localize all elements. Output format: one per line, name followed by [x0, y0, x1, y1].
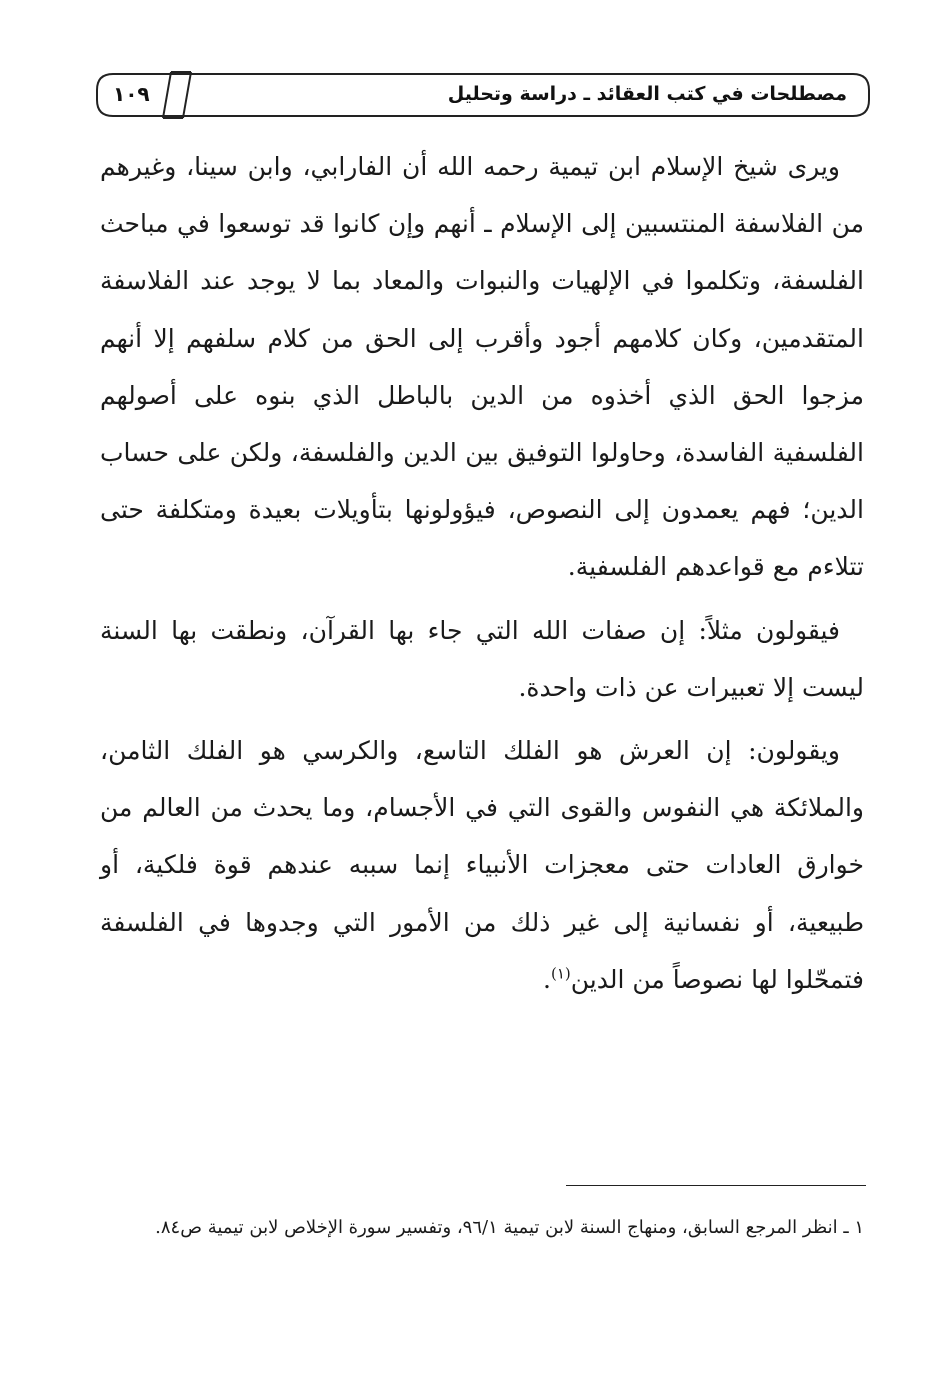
- paragraph-1: [100, 138, 864, 596]
- paragraph-3: [100, 722, 864, 1008]
- book-title: مصطلحات في كتب العقائد ـ دراسة وتحليل: [447, 83, 847, 105]
- paragraph-text: ويقولون: إن العرش هو الفلك التاسع، والكرسي هو الفلك الثامن، والملائكة هي النفوس والقوى التي في الأجسام، وما يحدث من العالم من خوارق العادات حتى معجزات الأنبياء إنما سببه عندهم قوة فلكية، أو طبيعية، أو نفسانية إلى غير ذلك من الأمور التي وجدوها في الفلسفة فتمحّلوا لها نصوصاً من الدين: [100, 736, 864, 994]
- paragraph-text: ويرى شيخ الإسلام ابن تيمية رحمه الله أن الفارابي، وابن سينا، وغيرهم من الفلاسفة المنتسبين إلى الإسلام ـ أنهم وإن كانوا قد توسعوا في مباحث الفلسفة، وتكلموا في الإلهيات والنبوات والمعاد بما لا يوجد عند الفلاسفة المتقدمين، وكان كلامهم أجود وأقرب إلى الحق من كلام سلفهم إلا أنهم مزجوا الحق الذي أخذوه من الدين بالباطل الذي بنوه على أصولهم الفلسفية الفاسدة، وحاولوا التوفيق بين الدين والفلسفة، ولكن على حساب الدين؛ فهم يعمدون إلى النصوص، فيؤولونها بتأويلات بعيدة ومتكلفة حتى تتلاءم مع قواعدهم الفلسفية.: [100, 152, 864, 582]
- running-header: [93, 70, 873, 120]
- footnote: ١ ـ انظر المرجع السابق، ومنهاج السنة لابن تيمية ٩٦/١، وتفسير سورة الإخلاص لابن تيمية ص٨٤.: [155, 1217, 864, 1238]
- main-text: [100, 138, 864, 1014]
- final-period: .: [543, 964, 551, 994]
- footnote-separator: [566, 1185, 866, 1186]
- paragraph-2: [100, 602, 864, 716]
- page-number: ١٠٩: [113, 82, 150, 106]
- paragraph-text: فيقولون مثلاً: إن صفات الله التي جاء بها القرآن، ونطقت بها السنة ليست إلا تعبيرات عن ذات واحدة.: [100, 615, 864, 702]
- footnote-reference[interactable]: (١): [550, 964, 571, 983]
